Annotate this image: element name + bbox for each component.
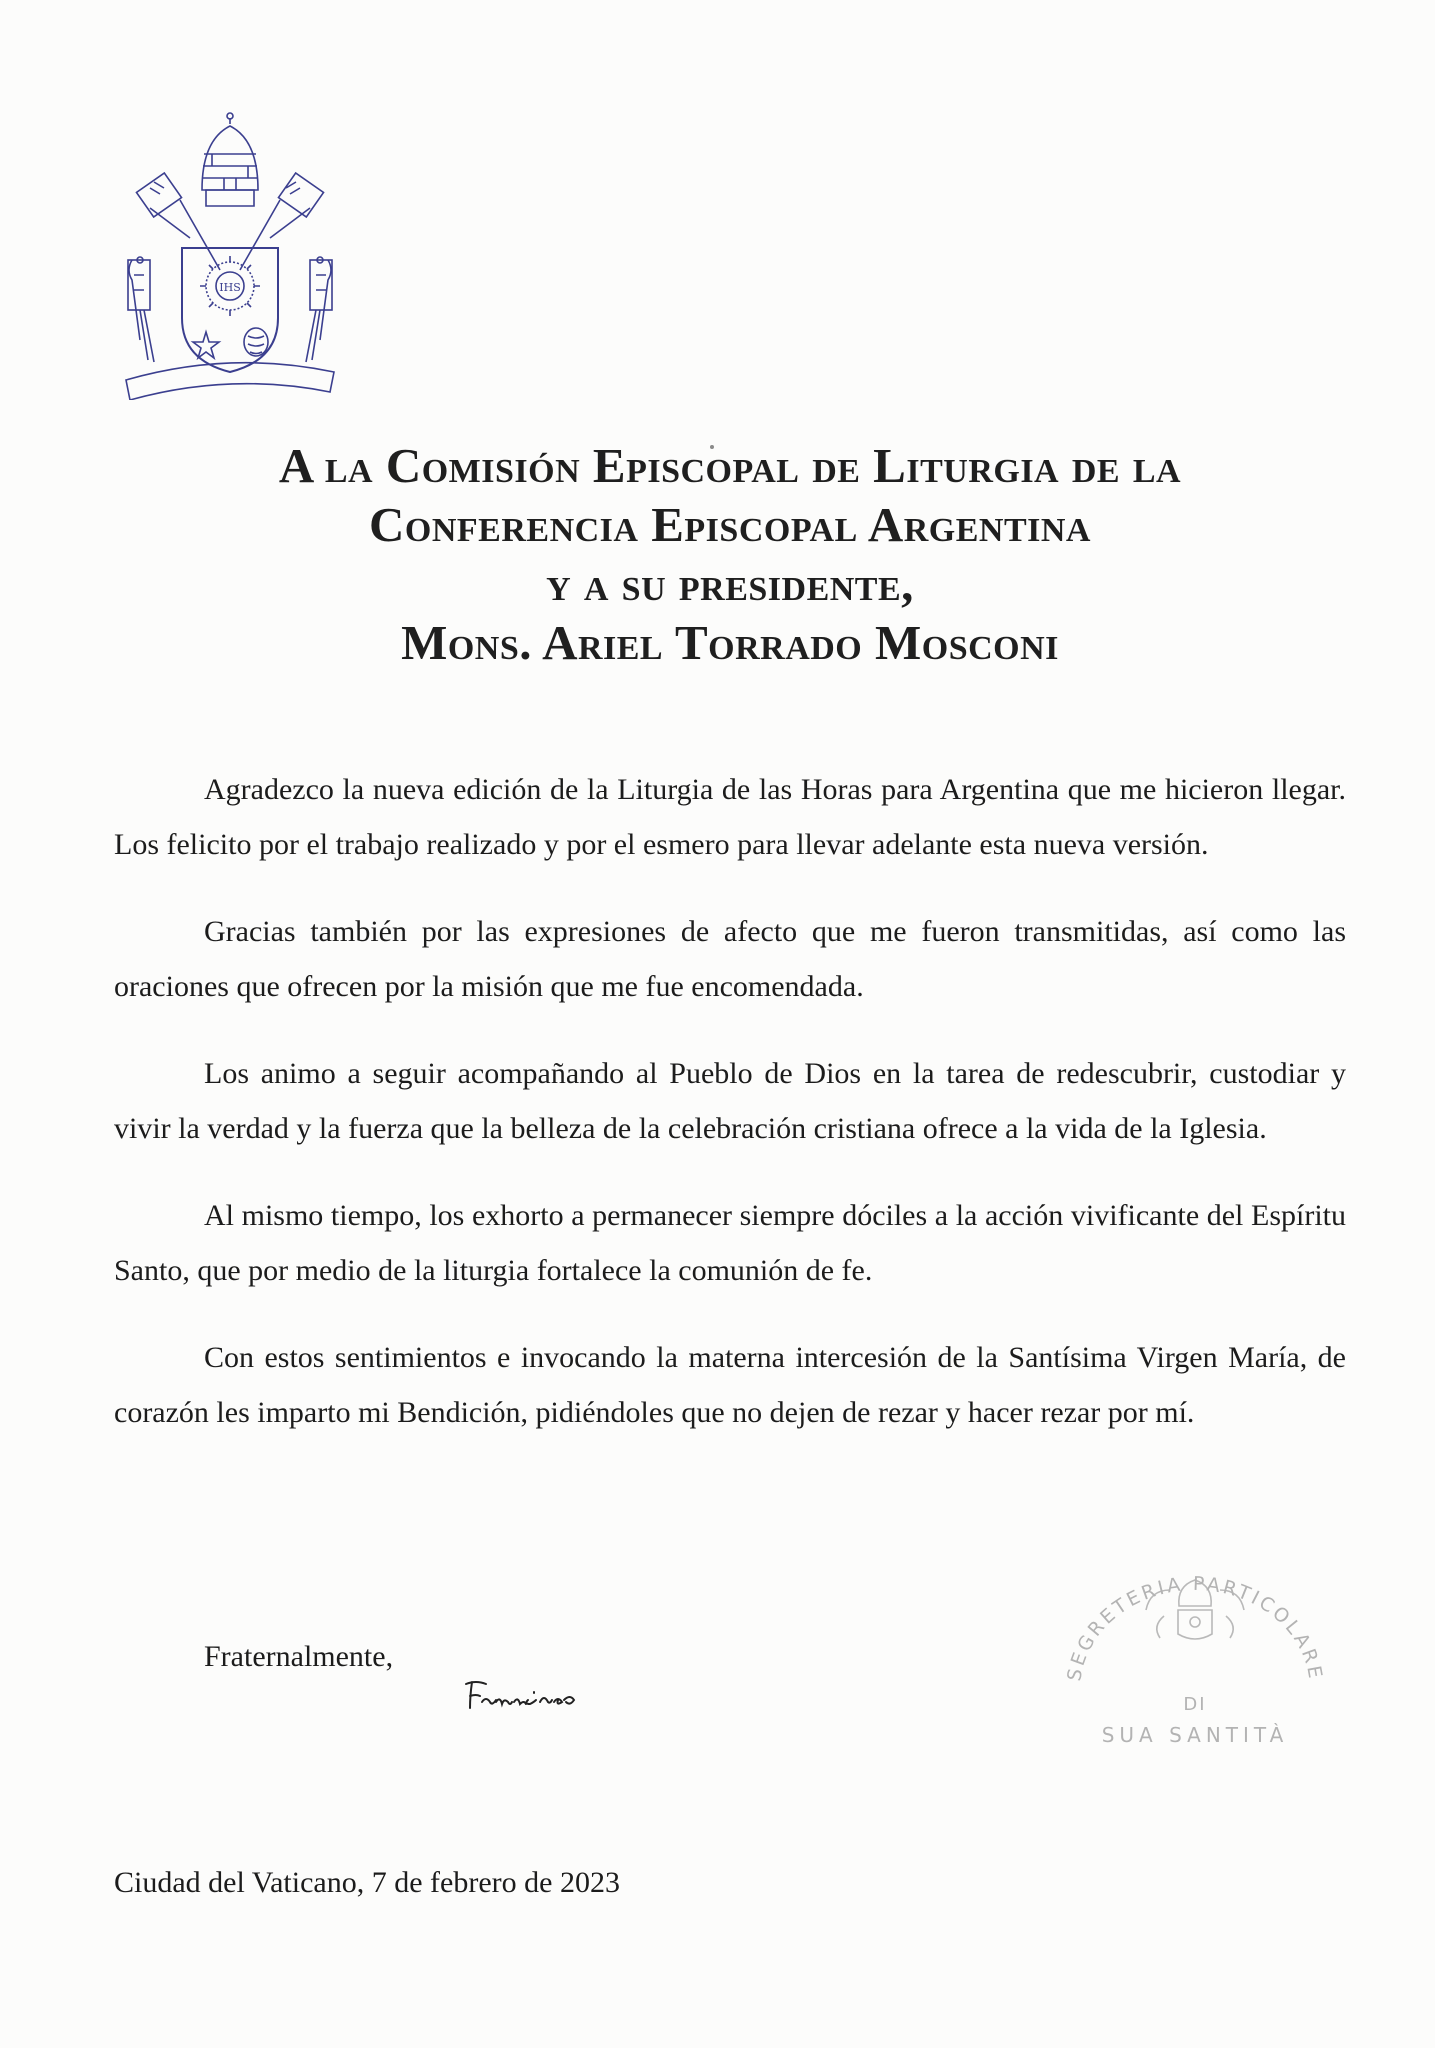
svg-text:IHS: IHS bbox=[219, 281, 241, 294]
place-and-date: Ciudad del Vaticano, 7 de febrero de 2023 bbox=[114, 1866, 620, 1899]
seal-line-2: DI bbox=[1183, 1694, 1207, 1715]
heading-line-2: Conferencia Episcopal Argentina bbox=[369, 497, 1091, 552]
papal-coat-of-arms-icon bbox=[120, 110, 340, 400]
heading-line-3: y a su presidente, bbox=[546, 556, 914, 611]
paragraph-5: Con estos sentimientos e invocando la materna intercesión de la Santísima Virgen María, de corazón les imparto mi Bendición, pidiéndoles que no dejen de rezar y hacer rezar por mí. bbox=[114, 1341, 1346, 1429]
letter-heading bbox=[100, 436, 1360, 672]
paragraph-4: Al mismo tiempo, los exhorto a permanecer siempre dóciles a la acción vivificante del Espíritu Santo, que por medio de la liturgia fortalece la comunión de fe. bbox=[114, 1199, 1346, 1287]
closing-salutation: Fraternalmente, bbox=[204, 1640, 394, 1673]
letter-body bbox=[114, 762, 1346, 1472]
heading-line-1: A la Comisión Episcopal de Liturgia de la bbox=[278, 438, 1182, 493]
handwritten-signature bbox=[462, 1672, 592, 1722]
seal-arc-text: SEGRETERIA PARTICOLARE bbox=[1063, 1572, 1327, 1683]
paragraph-1: Agradezco la nueva edición de la Liturgia de las Horas para Argentina que me hicieron llegar. Los felicito por el trabajo realizado y por el esmero para llevar adelante esta nueva versión. bbox=[114, 773, 1346, 861]
heading-line-4: Mons. Ariel Torrado Mosconi bbox=[401, 615, 1059, 670]
embossed-papal-seal-icon bbox=[1060, 1560, 1330, 1780]
seal-line-3: SUA SANTITÀ bbox=[1101, 1723, 1289, 1747]
paragraph-2: Gracias también por las expresiones de afecto que me fueron transmitidas, así como las oraciones que ofrecen por la misión que me fue encomendada. bbox=[114, 915, 1346, 1003]
paragraph-3: Los animo a seguir acompañando al Pueblo de Dios en la tarea de redescubrir, custodiar y vivir la verdad y la fuerza que la belleza de la celebración cristiana ofrece a la vida de la Iglesia. bbox=[114, 1057, 1346, 1145]
